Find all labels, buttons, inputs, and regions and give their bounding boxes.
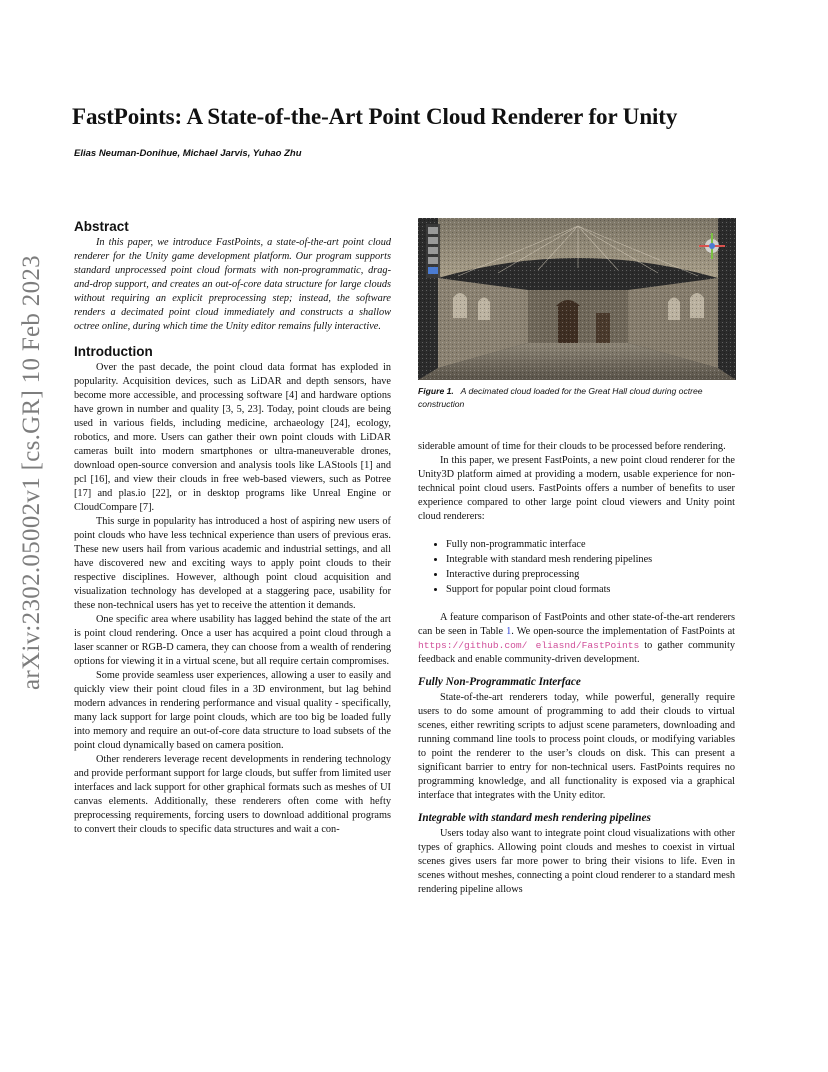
para3-text: to gather community feedback and enable community-driven development. — [418, 640, 735, 665]
list-item: • Fully non-programmatic interface — [446, 537, 735, 552]
body-paragraph: Users today also want to integrate point cloud visualizations with other types of graphics. Allowing point clouds and meshes to coexist in virtual scenes gives users far more power to bring their visions to life. Even in scenes without meshes, connecting a point cloud renderer to a standard mesh rendering pipeline allows — [418, 828, 735, 895]
paper-title: FastPoints: A State-of-the-Art Point Cloud Renderer for Unity — [72, 104, 678, 129]
subsection-heading: Integrable with standard mesh rendering pipelines — [418, 812, 651, 824]
benefits-list — [418, 537, 735, 597]
para3-text: A feature comparison of FastPoints and other state-of-the-art renderers can be seen in Table — [418, 612, 735, 637]
intro-paragraph: This surge in popularity has introduced a host of aspiring new users of point clouds who have less technical experience than users of previous eras. These new users hail from various academic and industrial settings, and all have discovered new and exciting ways to apply point clouds to their respective disciplines. However, although point cloud acquisition and visualization technology has developed at a staggering pace, usability for these non-technical users has yet to receive the attention it demands. — [74, 516, 391, 611]
list-item: • Support for popular point cloud formats — [446, 582, 735, 597]
list-item: • Integrable with standard mesh rendering pipelines — [446, 552, 735, 567]
figure-label: Figure 1. — [418, 386, 454, 396]
list-item: • Interactive during preprocessing — [446, 567, 735, 582]
github-link[interactable] — [418, 640, 639, 651]
scene-toolbar — [426, 224, 440, 278]
point-cloud-render-image — [418, 218, 736, 380]
table-reference-link[interactable]: 1 — [506, 626, 512, 637]
abstract-heading: Abstract — [74, 219, 129, 234]
introduction-section — [74, 343, 391, 837]
body-paragraph: State-of-the-art renderers today, while powerful, generally require users to do some amount of programming to add their clouds to virtual scenes, either rewriting scripts to adjust scene parameters, downloading and running command line tools to process point clouds, or modifying variables to point the renderer to the user’s clouds on disk. This can present a significant barrier to entry for non-technical users. FastPoints requires no programming knowledge, and all functionality is exposed via a graphical interface that integrates with the Unity editor. — [418, 692, 735, 801]
continuation-text: siderable amount of time for their clouds to be processed before rendering. — [418, 441, 726, 452]
github-url-part: https://github.com/ — [418, 640, 528, 651]
author-list: Elias Neuman-Donihue, Michael Jarvis, Yuhao Zhu — [74, 148, 302, 159]
abstract-text: In this paper, we introduce FastPoints, a state-of-the-art point cloud renderer for the Unity game development platform. Our program supports standard unprocessed point cloud formats with non-programmatic, drag-and-drop support, and creates an out-of-core data structure for large clouds without requiring an explicit preprocessing step; instead, the software renders a decimated point cloud immediately and constructs a shallow octree online, during which time the Unity editor remains fully interactive. — [74, 237, 391, 332]
intro-paragraph: One specific area where usability has lagged behind the state of the art is point cloud rendering. Once a user has acquired a point cloud through a laser scanner or RGB-D camera, they can choose from a wealth of rendering options for viewing it in a virtual scene, but all require certain compromises. — [74, 614, 391, 667]
subsection-heading: Fully Non-Programmatic Interface — [418, 676, 581, 688]
figure-caption — [418, 385, 736, 410]
figure-caption-text: A decimated cloud loaded for the Great Hall cloud during octree construction — [418, 386, 703, 409]
arxiv-stamp: arXiv:2302.05002v1 [cs.GR] 10 Feb 2023 — [18, 255, 45, 690]
intro-paragraph: Over the past decade, the point cloud data format has exploded in popularity. Acquisition devices, such as LiDAR and depth sensors, have become more accessible, and processing software [4] and hardware options have grown in number and quality [3, 5, 23]. Today, point clouds are being used in various fields, including medicine, archaeology [24], ecology, robotics, and more. Users can gather their own point clouds with LiDAR cameras built into modern smartphones or ultra-maneuverable drones, download open-source conversion and analysis tools like LAStools [1] and pcl [16], and view their clouds in free web-based viewers, such as Potree [17] and plas.io [22], or in desktop programs like Unreal Engine or CloudCompare [7]. — [74, 362, 391, 513]
introduction-heading: Introduction — [74, 344, 153, 359]
intro-paragraph: Some provide seamless user experiences, allowing a user to easily and quickly view their point cloud files in a 3D environment, but lag behind modern advances in rendering performance and visual quality - specifically, many lack support for large point clouds, which are too big be loaded fully into memory and require an out-of-core data structure to load subsets of the point cloud dynamically based on camera position. — [74, 670, 391, 751]
para3-text: . We open-source the implementation of FastPoints at — [511, 626, 736, 637]
body-paragraph — [418, 611, 735, 667]
intro-paragraph: Other renderers leverage recent developments in rendering technology and provide performant support for large clouds, but suffer from limited user interfaces and lack support for other graphical formats such as meshes of UI canvas elements. Additionally, these renderers often come with hefty preprocessing requirements, forcing users to download additional programs to convert their clouds to specific data structures and wait a con- — [74, 754, 391, 835]
github-url-part: eliasnd/FastPoints — [535, 640, 640, 651]
body-paragraph: In this paper, we present FastPoints, a new point cloud renderer for the Unity3D platform aimed at providing a modern, usable experience for non-technical point cloud users. FastPoints offers a number of benefits to user experience compared to other large point cloud viewers and Unity point cloud renderers: — [418, 455, 735, 522]
right-column — [418, 440, 735, 897]
abstract-section — [74, 218, 391, 334]
figure-great-hall-point-cloud — [418, 218, 736, 380]
left-column — [74, 218, 391, 837]
